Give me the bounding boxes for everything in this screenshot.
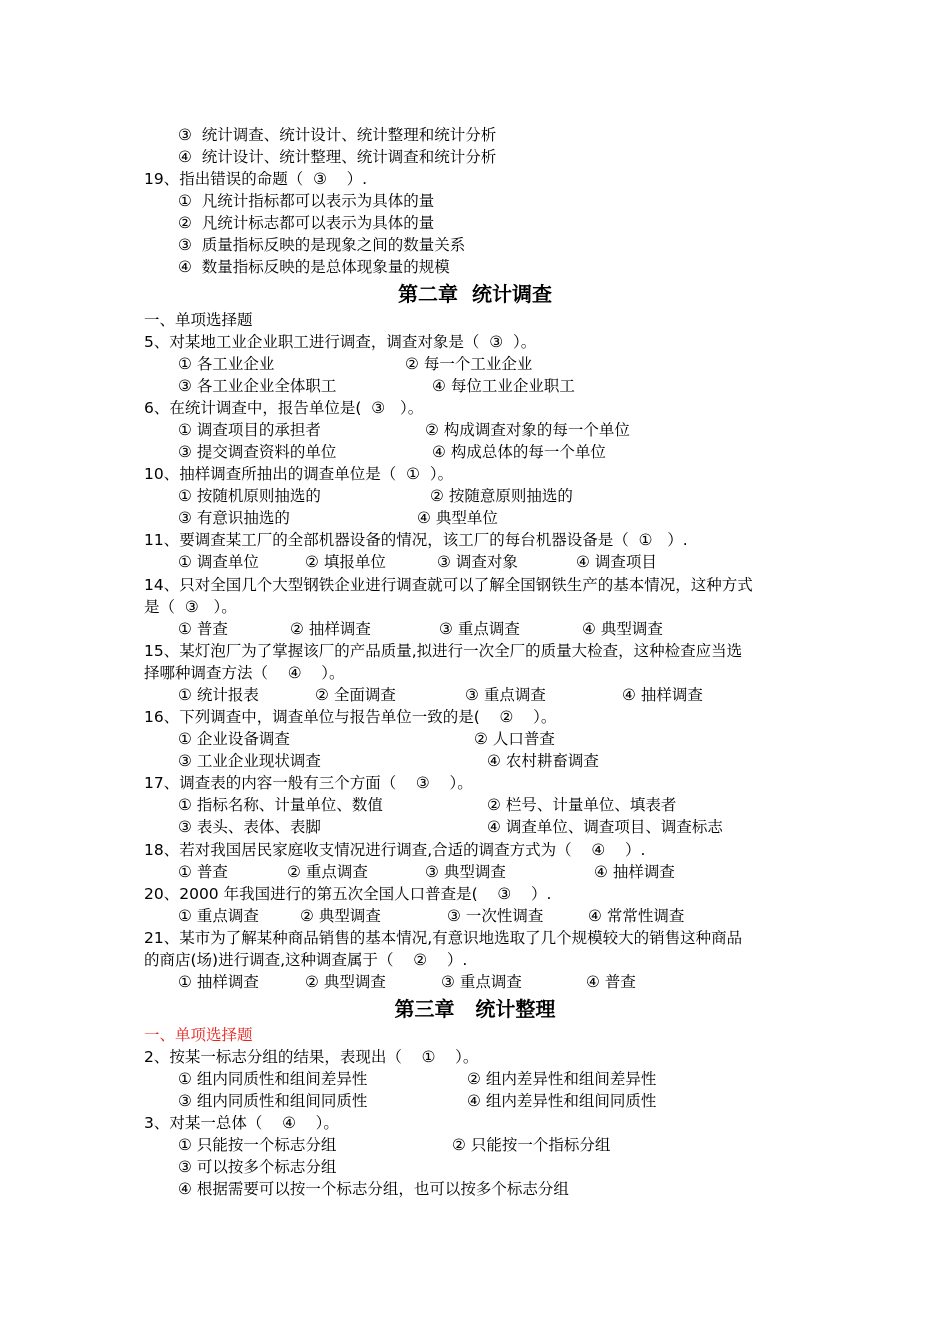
question-stem: 19、指出错误的命题（ ③ ）. bbox=[144, 170, 368, 188]
option: ① 组内同质性和组间差异性 bbox=[178, 1070, 368, 1088]
option: ① 调查项目的承担者 bbox=[178, 421, 321, 439]
option: ④ 典型调查 bbox=[582, 620, 663, 638]
option: ③ 典型调查 bbox=[425, 863, 506, 881]
option: ② 只能按一个指标分组 bbox=[452, 1136, 611, 1154]
option: ③ 工业企业现状调查 bbox=[178, 752, 321, 770]
option: ② 每一个工业企业 bbox=[405, 355, 533, 373]
option: ① 各工业企业 bbox=[178, 355, 275, 373]
option: ① 凡统计指标都可以表示为具体的量 bbox=[178, 192, 435, 210]
question-stem: 是（ ③ ）。 bbox=[144, 598, 237, 616]
question-stem: 择哪种调查方法（ ④ ）。 bbox=[144, 664, 345, 682]
option: ④ 调查项目 bbox=[576, 553, 657, 571]
question-stem: 16、下列调查中，调查单位与报告单位一致的是( ② ）。 bbox=[144, 708, 557, 726]
option: ③ 表头、表体、表脚 bbox=[178, 818, 321, 836]
section-heading: 一、单项选择题 bbox=[144, 1026, 253, 1044]
option: ① 统计报表 bbox=[178, 686, 259, 704]
question-stem: 的商店(场)进行调查,这种调查属于（ ② ）. bbox=[144, 951, 468, 969]
section-heading: 一、单项选择题 bbox=[144, 311, 253, 329]
option: ④ 农村耕畜调查 bbox=[487, 752, 599, 770]
question-stem: 17、调查表的内容一般有三个方面（ ③ ）。 bbox=[144, 774, 473, 792]
question-stem: 11、要调查某工厂的全部机器设备的情况，该工厂的每台机器设备是（ ① ）. bbox=[144, 531, 688, 549]
option: ① 普查 bbox=[178, 863, 228, 881]
chapter-title: 第三章 统计整理 bbox=[394, 997, 556, 1021]
option: ① 按随机原则抽选的 bbox=[178, 487, 321, 505]
question-stem: 21、某市为了解某种商品销售的基本情况,有意识地选取了几个规模较大的销售这种商品 bbox=[144, 929, 743, 947]
option: ④ 普查 bbox=[586, 973, 636, 991]
option: ③ 提交调查资料的单位 bbox=[178, 443, 337, 461]
option: ② 抽样调查 bbox=[290, 620, 371, 638]
question-stem: 15、某灯泡厂为了掌握该厂的产品质量,拟进行一次全厂的质量大检查，这种检查应当选 bbox=[144, 642, 743, 660]
option: ② 填报单位 bbox=[305, 553, 386, 571]
option: ④ 数量指标反映的是总体现象量的规模 bbox=[178, 258, 450, 276]
option: ③ 质量指标反映的是现象之间的数量关系 bbox=[178, 236, 466, 254]
chapter-title: 第二章 统计调查 bbox=[398, 282, 552, 306]
option: ② 重点调查 bbox=[287, 863, 368, 881]
option: ① 调查单位 bbox=[178, 553, 259, 571]
option: ② 典型调查 bbox=[300, 907, 381, 925]
option: ① 重点调查 bbox=[178, 907, 259, 925]
option: ④ 常常性调查 bbox=[588, 907, 685, 925]
option: ③ 组内同质性和组间同质性 bbox=[178, 1092, 368, 1110]
question-stem: 14、只对全国几个大型钢铁企业进行调查就可以了解全国钢铁生产的基本情况，这种方式 bbox=[144, 576, 753, 594]
option: ① 只能按一个标志分组 bbox=[178, 1136, 337, 1154]
option: ② 全面调查 bbox=[315, 686, 396, 704]
option: ① 普查 bbox=[178, 620, 228, 638]
option: ④ 每位工业企业职工 bbox=[432, 377, 575, 395]
question-stem: 3、对某一总体（ ④ ）。 bbox=[144, 1114, 339, 1132]
question-stem: 18、若对我国居民家庭收支情况进行调查,合适的调查方式为（ ④ ）. bbox=[144, 841, 646, 859]
option: ④ 典型单位 bbox=[417, 509, 498, 527]
option: ③ 调查对象 bbox=[437, 553, 518, 571]
question-stem: 10、抽样调查所抽出的调查单位是（ ① ）。 bbox=[144, 465, 454, 483]
question-stem: 20、2000 年我国进行的第五次全国人口普查是( ③ ）. bbox=[144, 885, 552, 903]
option: ④ 抽样调查 bbox=[594, 863, 675, 881]
option: ③ 各工业企业全体职工 bbox=[178, 377, 337, 395]
option: ④ 抽样调查 bbox=[622, 686, 703, 704]
option: ③ 一次性调查 bbox=[447, 907, 544, 925]
option: ② 构成调查对象的每一个单位 bbox=[425, 421, 630, 439]
option: ④ 统计设计、统计整理、统计调查和统计分析 bbox=[178, 148, 497, 166]
option: ③ 重点调查 bbox=[465, 686, 546, 704]
option: ④ 组内差异性和组间同质性 bbox=[467, 1092, 657, 1110]
option: ② 组内差异性和组间差异性 bbox=[467, 1070, 657, 1088]
option: ② 按随意原则抽选的 bbox=[430, 487, 573, 505]
option: ④ 根据需要可以按一个标志分组，也可以按多个标志分组 bbox=[178, 1180, 569, 1198]
option: ② 栏号、计量单位、填表者 bbox=[487, 796, 677, 814]
option: ③ 统计调查、统计设计、统计整理和统计分析 bbox=[178, 126, 497, 144]
option: ③ 重点调查 bbox=[441, 973, 522, 991]
option: ① 指标名称、计量单位、数值 bbox=[178, 796, 383, 814]
option: ① 抽样调查 bbox=[178, 973, 259, 991]
option: ④ 调查单位、调查项目、调查标志 bbox=[487, 818, 723, 836]
option: ④ 构成总体的每一个单位 bbox=[432, 443, 606, 461]
question-stem: 6、在统计调查中，报告单位是( ③ ）。 bbox=[144, 399, 424, 417]
option: ② 凡统计标志都可以表示为具体的量 bbox=[178, 214, 435, 232]
question-stem: 5、对某地工业企业职工进行调查，调查对象是（ ③ ）。 bbox=[144, 333, 537, 351]
option: ③ 有意识抽选的 bbox=[178, 509, 290, 527]
option: ② 人口普查 bbox=[474, 730, 555, 748]
option: ③ 重点调查 bbox=[439, 620, 520, 638]
option: ② 典型调查 bbox=[305, 973, 386, 991]
option: ① 企业设备调查 bbox=[178, 730, 290, 748]
question-stem: 2、按某一标志分组的结果，表现出（ ① ）。 bbox=[144, 1048, 479, 1066]
option: ③ 可以按多个标志分组 bbox=[178, 1158, 337, 1176]
